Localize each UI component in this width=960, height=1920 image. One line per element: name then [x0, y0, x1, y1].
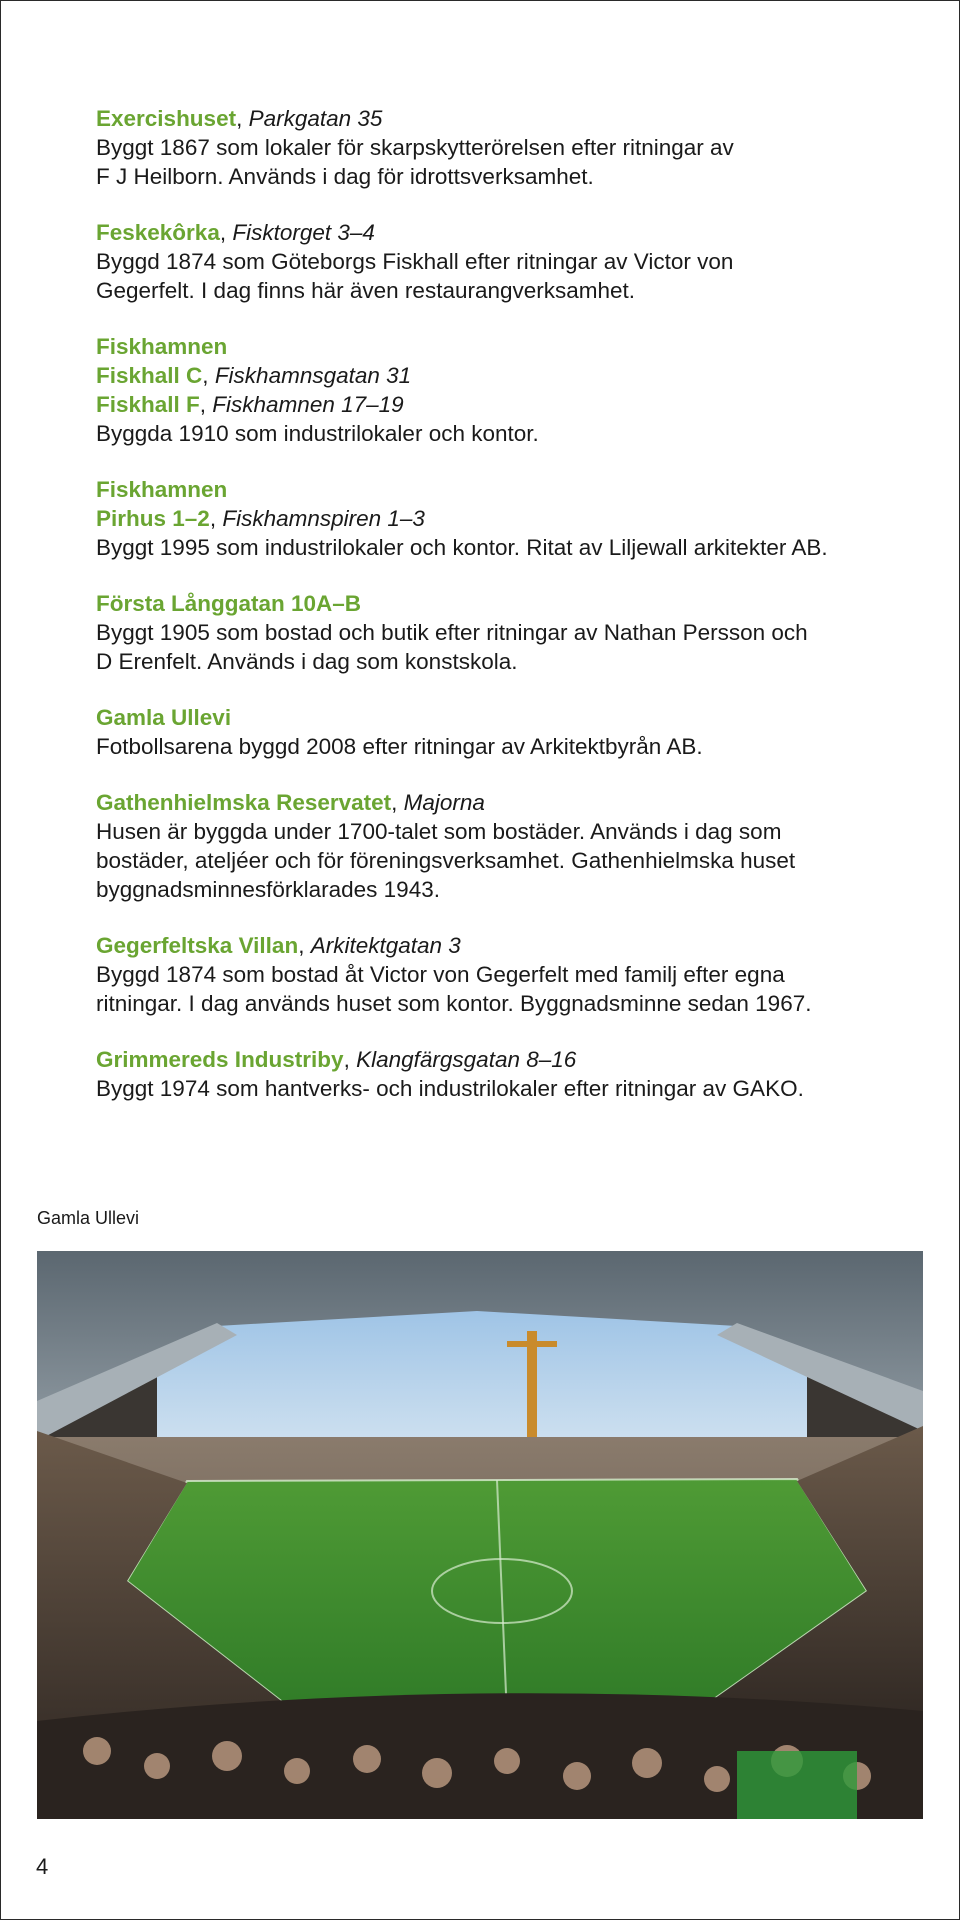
building-name: Feskekôrka: [96, 220, 220, 245]
building-address: Fiskhamnsgatan 31: [214, 363, 412, 388]
entry-heading: [96, 218, 916, 247]
building-name: Fiskhamnen: [96, 334, 228, 359]
entry-heading: [96, 703, 916, 732]
entry-heading: [96, 1045, 916, 1074]
heading-separator: ,: [202, 363, 215, 388]
heading-separator: ,: [343, 1047, 357, 1072]
building-description-line: byggnadsminnesförklarades 1943.: [96, 877, 440, 902]
entry-heading: [96, 332, 916, 361]
entry-heading: [96, 104, 916, 133]
heading-separator: ,: [209, 506, 223, 531]
building-description-line: Byggd 1874 som bostad åt Victor von Gegerfelt med familj efter egna: [96, 962, 785, 987]
building-address: Parkgatan 35: [248, 106, 383, 131]
building-name: Exercishuset: [96, 106, 237, 131]
building-description-line: Byggt 1867 som lokaler för skarpskytterörelsen efter ritningar av: [96, 135, 734, 160]
building-name: Pirhus 1–2: [96, 506, 210, 531]
building-entry: [96, 475, 916, 562]
building-description-line: bostäder, ateljéer och för föreningsverksamhet. Gathenhielmska huset: [96, 848, 796, 873]
heading-separator: ,: [199, 392, 213, 417]
building-description-line: Byggt 1995 som industrilokaler och kontor. Ritat av Liljewall arkitekter AB.: [96, 535, 828, 560]
building-address: Majorna: [403, 790, 485, 815]
entry-heading: [96, 504, 916, 533]
building-entry: [96, 104, 916, 191]
building-entry: [96, 589, 916, 676]
building-address: Arkitektgatan 3: [310, 933, 461, 958]
building-entry: [96, 332, 916, 448]
heading-separator: ,: [391, 790, 404, 815]
building-description-line: D Erenfelt. Används i dag som konstskola.: [96, 649, 518, 674]
building-name: Gamla Ullevi: [96, 705, 232, 730]
page-number: 4: [36, 1854, 49, 1879]
building-entries: [96, 104, 916, 1130]
building-entry: [96, 788, 916, 904]
building-name: Gathenhielmska Reservatet: [96, 790, 392, 815]
photo-caption: Gamla Ullevi: [37, 1208, 140, 1228]
building-description-line: Byggt 1974 som hantverks- och industrilokaler efter ritningar av GAKO.: [96, 1076, 804, 1101]
building-name: Grimmereds Industriby: [96, 1047, 344, 1072]
building-name: Fiskhamnen: [96, 477, 228, 502]
entry-heading: [96, 361, 916, 390]
construction-crane: [527, 1331, 537, 1451]
building-entry: [96, 703, 916, 761]
heading-separator: ,: [219, 220, 233, 245]
building-description-line: F J Heilborn. Används i dag för idrottsverksamhet.: [96, 164, 594, 189]
entry-heading: [96, 390, 916, 419]
heading-separator: ,: [236, 106, 249, 131]
building-description-line: Byggd 1874 som Göteborgs Fiskhall efter ritningar av Victor von: [96, 249, 734, 274]
building-name: Fiskhall F: [96, 392, 200, 417]
building-description-line: Byggda 1910 som industrilokaler och kontor.: [96, 421, 539, 446]
building-description-line: Gegerfelt. I dag finns här även restaurangverksamhet.: [96, 278, 636, 303]
building-address: Klangfärgsgatan 8–16: [356, 1047, 577, 1072]
heading-separator: ,: [298, 933, 311, 958]
building-description-line: ritningar. I dag används huset som kontor. Byggnadsminne sedan 1967.: [96, 991, 812, 1016]
entry-heading: [96, 788, 916, 817]
building-address: Fisktorget 3–4: [232, 220, 375, 245]
building-address: Fiskhamnen 17–19: [212, 392, 404, 417]
building-entry: [96, 218, 916, 305]
building-name: Fiskhall C: [96, 363, 203, 388]
building-description-line: Husen är byggda under 1700-talet som bostäder. Används i dag som: [96, 819, 782, 844]
building-name: Första Långgatan 10A–B: [96, 591, 362, 616]
stadium-photo-illustration: [37, 1251, 923, 1819]
building-description-line: Fotbollsarena byggd 2008 efter ritningar av Arkitektbyrån AB.: [96, 734, 703, 759]
building-entry: [96, 1045, 916, 1103]
stadium-photo: [37, 1251, 923, 1819]
building-name: Gegerfeltska Villan: [96, 933, 299, 958]
building-address: Fiskhamnspiren 1–3: [222, 506, 425, 531]
building-entry: [96, 931, 916, 1018]
building-description-line: Byggt 1905 som bostad och butik efter ritningar av Nathan Persson och: [96, 620, 808, 645]
entry-heading: [96, 931, 916, 960]
entry-heading: [96, 475, 916, 504]
entry-heading: [96, 589, 916, 618]
